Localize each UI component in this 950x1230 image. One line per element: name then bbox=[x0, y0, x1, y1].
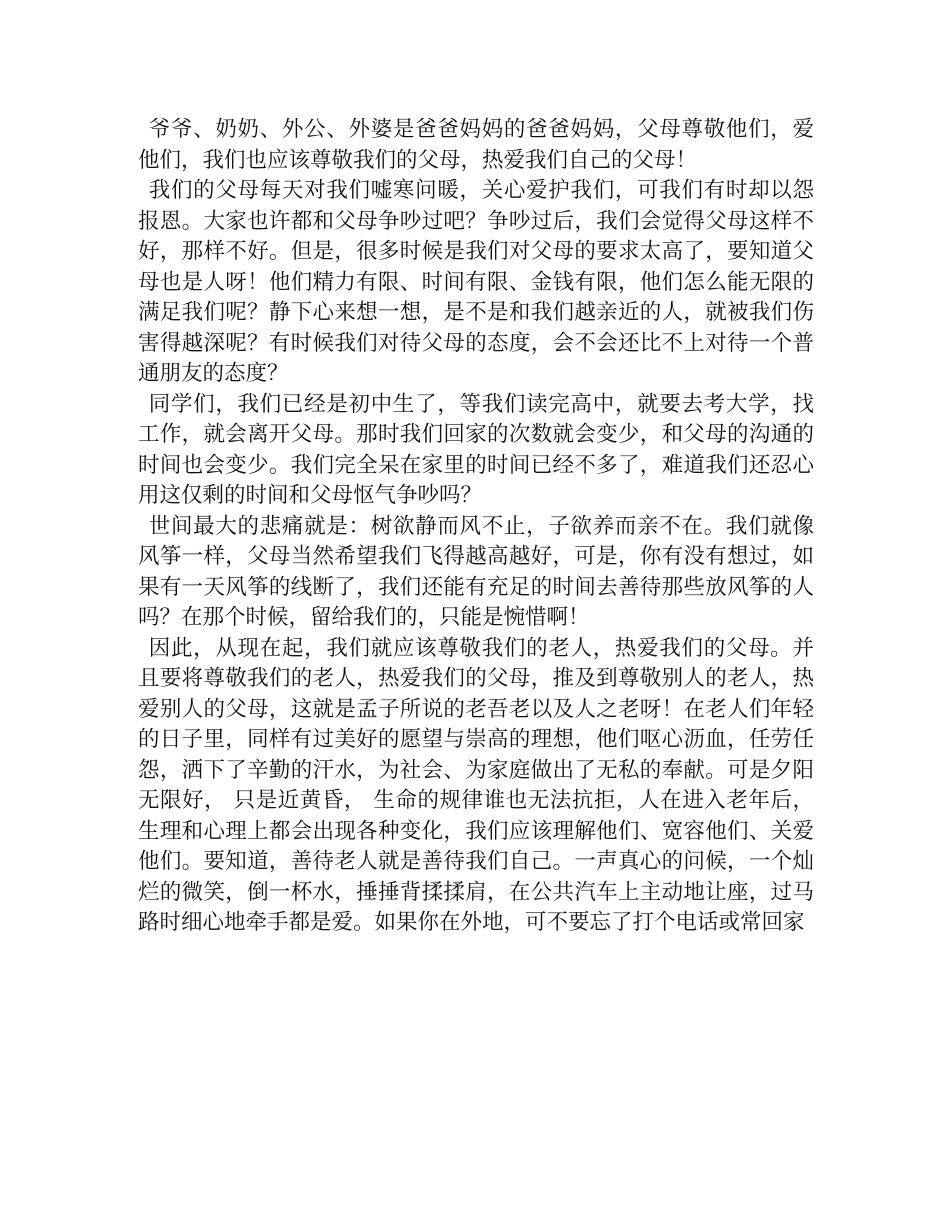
paragraph-5: 因此，从现在起，我们就应该尊敬我们的老人，热爱我们的父母。并且要将尊敬我们的老人，热爱我们的父母，推及到尊敬别人的老人，热爱别人的父母，这就是孟子所说的老吾老以及人之老呀！在老人们年轻的日子里，同样有过美好的愿望与崇高的理想，他们呕心沥血，任劳任怨，洒下了辛勤的汗水，为社会、为家庭做出了无私的奉献。可是夕阳无限好， 只是近黄昏， 生命的规律谁也无法抗拒，人在进入老年后，生理和心理上都会出现各种变化，我们应该理解他们、宽容他们、关爱他们。要知道，善待老人就是善待我们自己。一声真心的问候，一个灿烂的微笑，倒一杯水，捶捶背揉揉肩，在公共汽车上主动地让座，过马路时细心地牵手都是爱。如果你在外地，可不要忘了打个电话或常回家 bbox=[138, 635, 814, 935]
paragraph-4: 世间最大的悲痛就是：树欲静而风不止，子欲养而亲不在。我们就像风筝一样，父母当然希望我们飞得越高越好，可是，你有没有想过，如果有一天风筝的线断了，我们还能有充足的时间去善待那些放风筝的人吗？在那个时候，留给我们的，只能是惋惜啊！ bbox=[138, 513, 814, 630]
paragraph-2: 我们的父母每天对我们嘘寒问暖，关心爱护我们，可我们有时却以怨报恩。大家也许都和父母争吵过吧？争吵过后，我们会觉得父母这样不好，那样不好。但是，很多时候是我们对父母的要求太高了，要知道父母也是人呀！他们精力有限、时间有限、金钱有限，他们怎么能无限的满足我们呢？静下心来想一想，是不是和我们越亲近的人，就被我们伤害得越深呢？有时候我们对待父母的态度，会不会还比不上对待一个普通朋友的态度？ bbox=[138, 178, 814, 386]
paragraph-1: 爷爷、奶奶、外公、外婆是爸爸妈妈的爸爸妈妈，父母尊敬他们，爱他们，我们也应该尊敬我们的父母，热爱我们自己的父母！ bbox=[138, 117, 814, 173]
document-body bbox=[138, 115, 814, 939]
paragraph-3: 同学们，我们已经是初中生了，等我们读完高中，就要去考大学，找工作，就会离开父母。那时我们回家的次数就会变少，和父母的沟通的时间也会变少。我们完全呆在家里的时间已经不多了，难道我们还忍心用这仅剩的时间和父母怄气争吵吗？ bbox=[138, 391, 814, 508]
